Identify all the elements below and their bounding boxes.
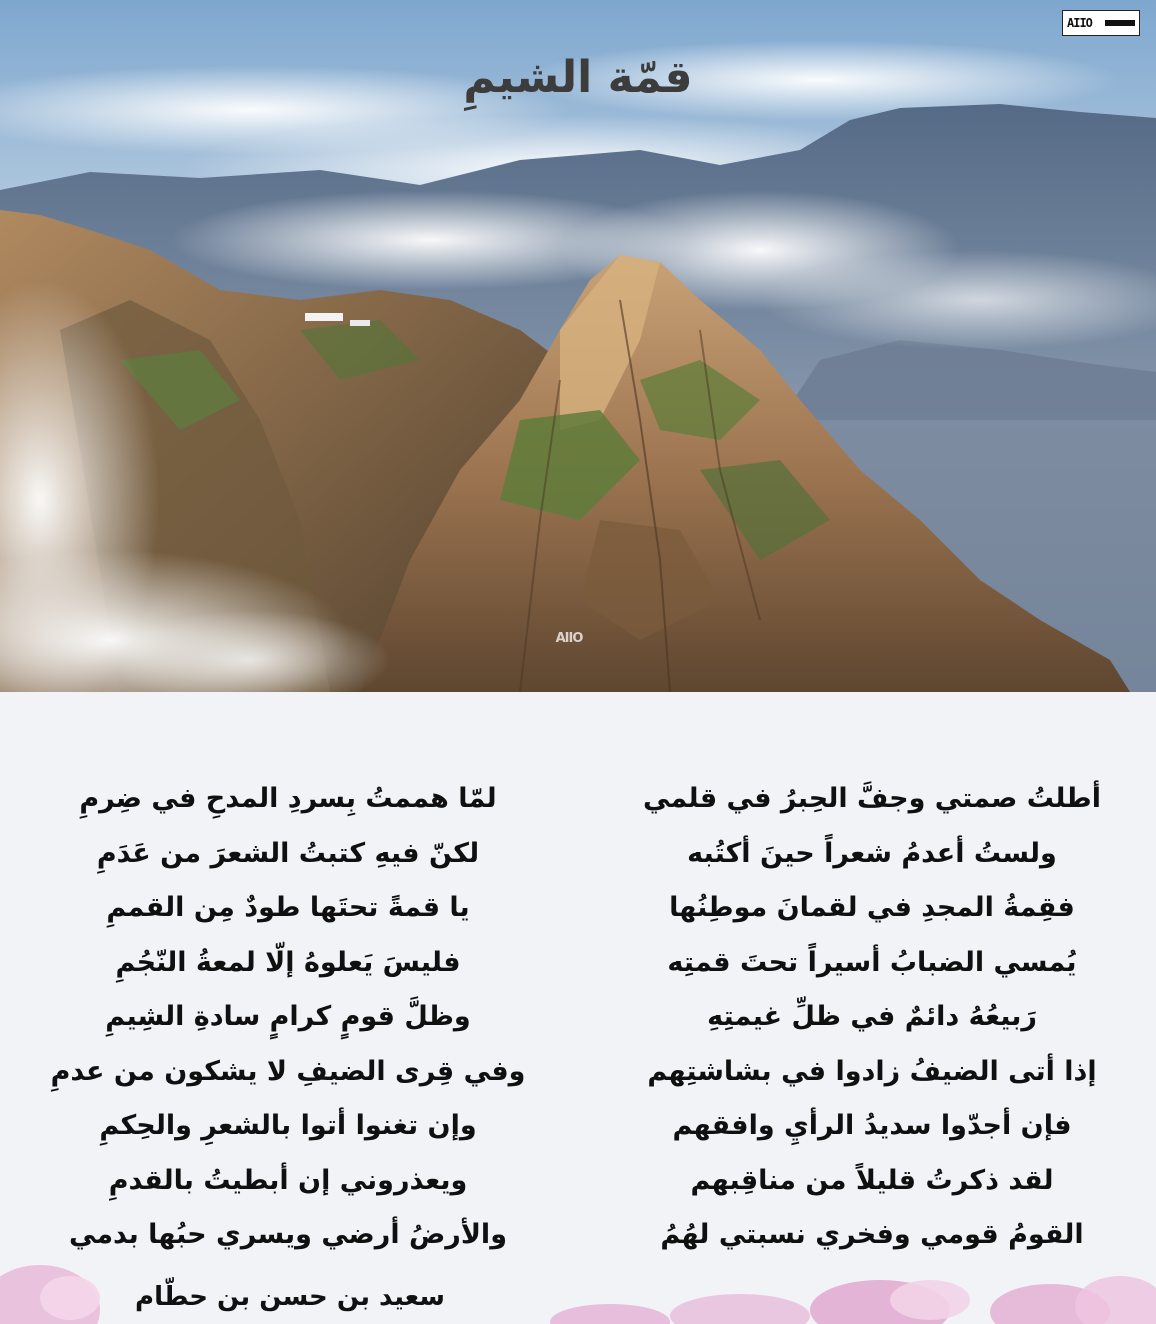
verse-line: القومُ قومي وفخري نسبتي لهُمُ xyxy=(660,1219,1084,1250)
verse-line: إذا أتى الضيفُ زادوا في بشاشتِهم xyxy=(647,1055,1097,1087)
watermark-text-top: AIIO xyxy=(1067,16,1092,30)
verse-line: فقِمةُ المجدِ في لقمانَ موطِنُها xyxy=(669,892,1075,923)
poem-title: قمّة الشيمِ xyxy=(463,52,693,103)
verse-line: وفي قِرى الضيفِ لا يشكون من عدمِ xyxy=(50,1055,526,1087)
verse-line: فليسَ يَعلوهُ إلّا لمعةُ النّجُمِ xyxy=(115,946,461,978)
verse-line: رَبيعُهُ دائمٌ في ظلِّ غيمتِهِ xyxy=(707,1001,1037,1032)
verse-line: فإن أجدّوا سديدُ الرأيِ وافقهم xyxy=(672,1110,1072,1141)
verse-line: وإن تغنوا أتوا بالشعرِ والحِكمِ xyxy=(99,1110,477,1141)
watermark-bar xyxy=(1105,20,1135,26)
verse-line: لقد ذكرتُ قليلاً من مناقِبهم xyxy=(690,1164,1054,1196)
watermark-logo-center: AIIO xyxy=(555,630,583,646)
verse-line: أطلتُ صمتي وجفَّ الحِبرُ في قلمي xyxy=(643,783,1101,814)
poem-right-column xyxy=(612,772,1132,1263)
watermark-logo-top xyxy=(1062,10,1140,36)
verse-line: ويعذروني إن أبطيتُ بالقدمِ xyxy=(108,1164,468,1196)
verse-line: لمّا هممتُ بِسردِ المدحِ في ضِرمِ xyxy=(79,783,497,814)
verse-line: لكنّ فيهِ كتبتُ الشعرَ من عَدَمِ xyxy=(96,837,480,869)
poem-left-column xyxy=(28,772,548,1263)
poem-author: سعيد بن حسن بن حطّام xyxy=(135,1282,445,1312)
poem-body xyxy=(0,772,1156,1272)
verse-line: وظلَّ قومٍ كرامٍ سادةِ الشِيمِ xyxy=(105,1001,471,1032)
verse-line: يُمسي الضبابُ أسيراً تحتَ قمتِه xyxy=(667,946,1077,978)
verse-line: ولستُ أعدمُ شعراً حينَ أكتُبه xyxy=(687,837,1057,869)
verse-line: يا قمةً تحتَها طودٌ مِن القممِ xyxy=(106,892,470,923)
verse-line: والأرضُ أرضي ويسري حبُها بدمي xyxy=(69,1219,507,1250)
